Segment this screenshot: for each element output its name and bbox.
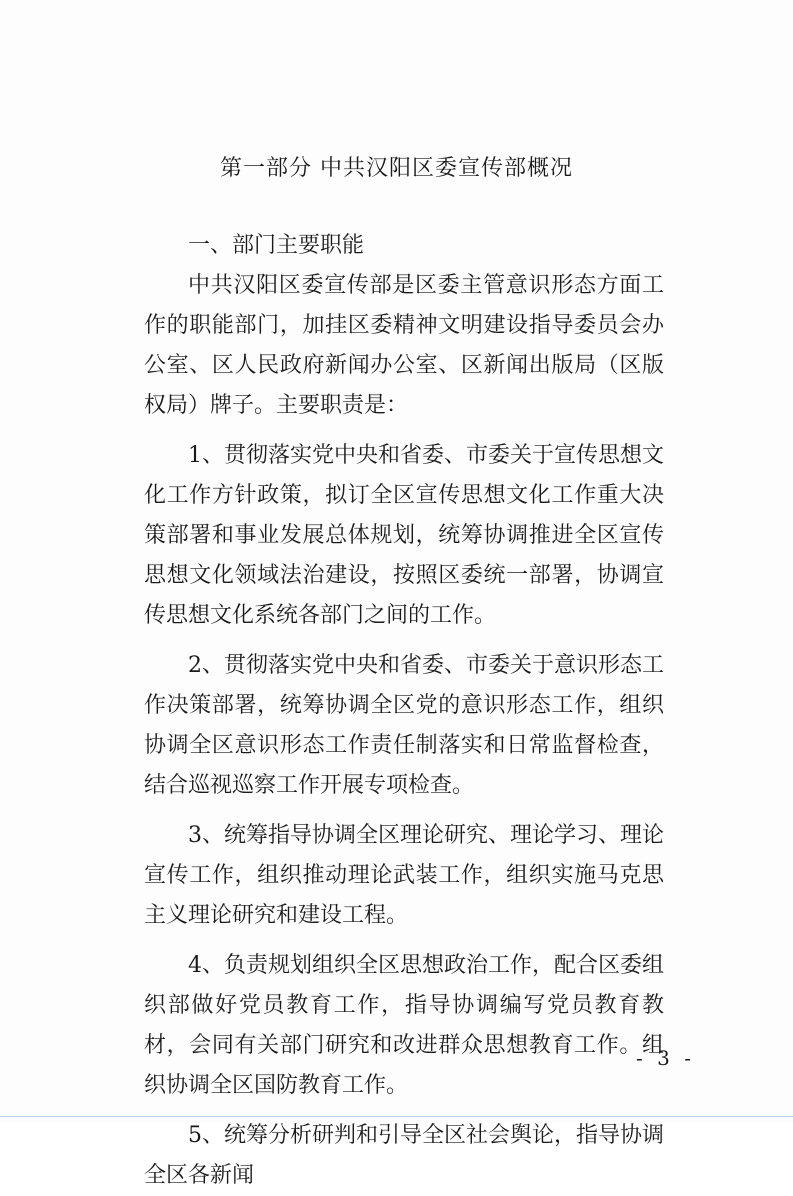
bottom-divider xyxy=(0,1116,793,1117)
document-body xyxy=(144,226,664,1196)
paragraph-duty-3: 3、统筹指导协调全区理论研究、理论学习、理论宣传工作，组织推动理论武装工作，组织实施马克思主义理论研究和建设工程。 xyxy=(144,823,664,928)
paragraph-duty-1: 1、贯彻落实党中央和省委、市委关于宣传思想文化工作方针政策，拟订全区宣传思想文化工作重大决策部署和事业发展总体规划，统筹协调推进全区宣传思想文化领域法治建设，按照区委统一部署，协调宣传思想文化系统各部门之间的工作。 xyxy=(144,443,664,628)
paragraph-duty-5: 5、统筹分析研判和引导全区社会舆论，指导协调全区各新闻 xyxy=(144,1123,664,1188)
section-heading: 一、部门主要职能 xyxy=(188,233,365,258)
paragraph-intro: 中共汉阳区委宣传部是区委主管意识形态方面工作的职能部门，加挂区委精神文明建设指导委员会办公室、区人民政府新闻办公室、区新闻出版局（区版权局）牌子。主要职责是： xyxy=(144,273,664,418)
page-title: 第一部分 中共汉阳区委宣传部概况 xyxy=(220,156,573,181)
page-number: - 3 - xyxy=(636,1046,695,1070)
paragraph-duty-2: 2、贯彻落实党中央和省委、市委关于意识形态工作决策部署，统筹协调全区党的意识形态工作，组织协调全区意识形态工作责任制落实和日常监督检查，结合巡视巡察工作开展专项检查。 xyxy=(144,653,664,798)
paragraph-duty-4: 4、负责规划组织全区思想政治工作，配合区委组织部做好党员教育工作，指导协调编写党员教育教材，会同有关部门研究和改进群众思想教育工作。组织协调全区国防教育工作。 xyxy=(144,953,664,1098)
